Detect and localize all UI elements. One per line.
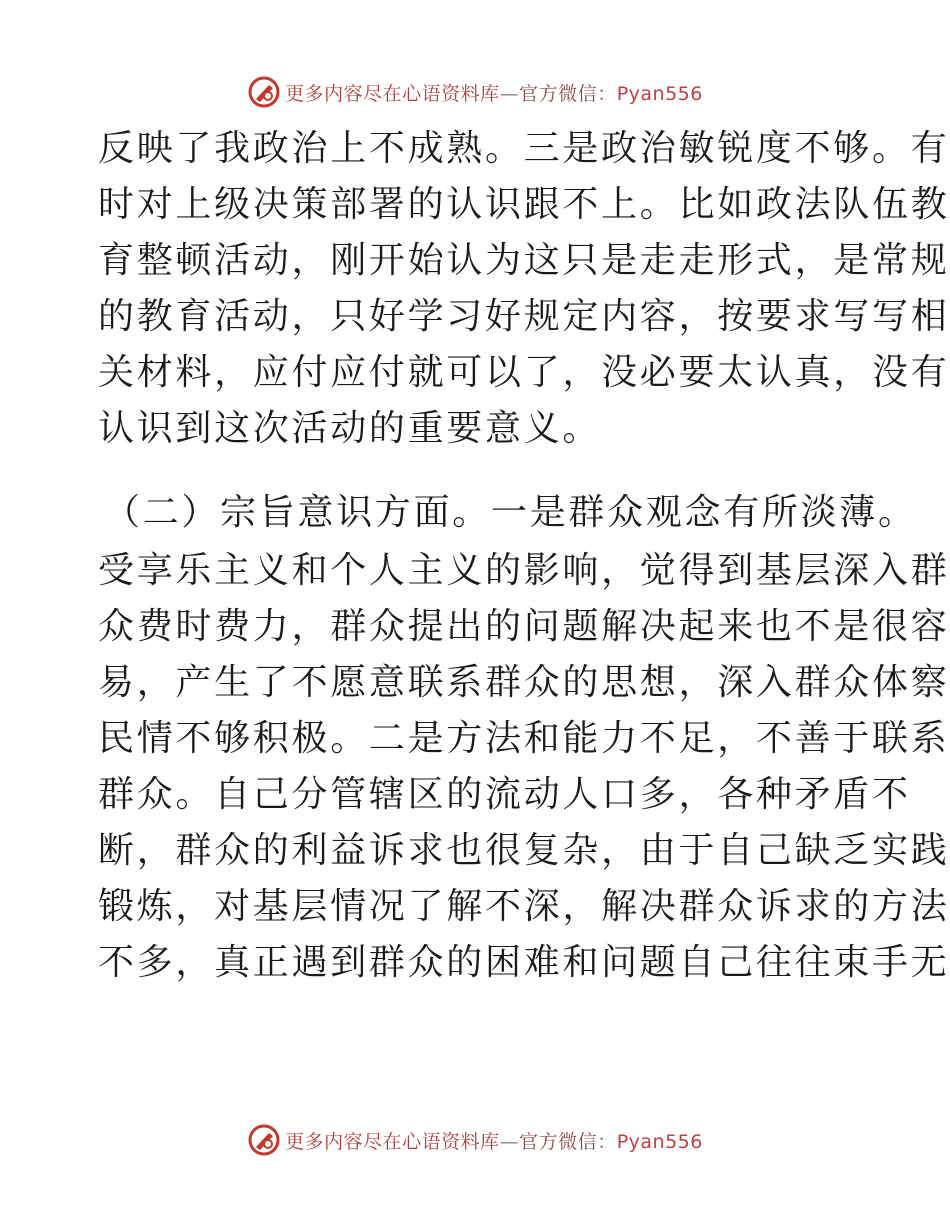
text-line: 关材料，应付应付就可以了，没必要太认真，没有 [98, 352, 950, 393]
banner-account: Pyan556 [616, 1130, 703, 1153]
banner-account: Pyan556 [616, 82, 703, 105]
text-line: 时对上级决策部署的认识跟不上。比如政法队伍教 [98, 184, 950, 225]
banner-text [285, 79, 703, 106]
banner-text [285, 1127, 703, 1154]
text-line: 认识到这次活动的重要意义。 [98, 408, 602, 449]
banner-wechat-label: 官方微信： [519, 1130, 617, 1153]
text-line: 受享乐主义和个人主义的影响，觉得到基层深入群 [98, 550, 950, 591]
banner-main-text: 更多内容尽在心语资料库 [285, 82, 500, 105]
text-line: 民情不够积极。二是方法和能力不足，不善于联系 [98, 718, 950, 759]
header-banner [0, 72, 950, 112]
text-line: 育整顿活动，刚开始认为这只是走走形式，是常规 [98, 240, 950, 281]
brand-logo-icon [247, 75, 281, 109]
text-line: 反映了我政治上不成熟。三是政治敏锐度不够。有 [98, 128, 950, 169]
banner-dash: — [499, 1130, 520, 1153]
text-line: 易，产生了不愿意联系群众的思想，深入群众体察 [98, 662, 950, 703]
footer-banner [0, 1120, 950, 1160]
text-line: 的教育活动，只好学习好规定内容，按要求写写相 [98, 296, 950, 337]
banner-dash: — [499, 82, 520, 105]
banner-wechat-label: 官方微信： [519, 82, 617, 105]
text-line: 断，群众的利益诉求也很复杂，由于自己缺乏实践 [98, 830, 950, 871]
text-line: 群众。自己分管辖区的流动人口多，各种矛盾不 [98, 774, 911, 815]
text-line: 不多，真正遇到群众的困难和问题自己往往束手无 [98, 942, 950, 983]
brand-logo-icon [247, 1123, 281, 1157]
text-line: 众费时费力，群众提出的问题解决起来也不是很容 [98, 606, 950, 647]
text-line: 锻炼，对基层情况了解不深，解决群众诉求的方法 [98, 886, 950, 927]
section-heading-line: （二）宗旨意识方面。一是群众观念有所淡薄。 [104, 492, 917, 533]
banner-main-text: 更多内容尽在心语资料库 [285, 1130, 500, 1153]
